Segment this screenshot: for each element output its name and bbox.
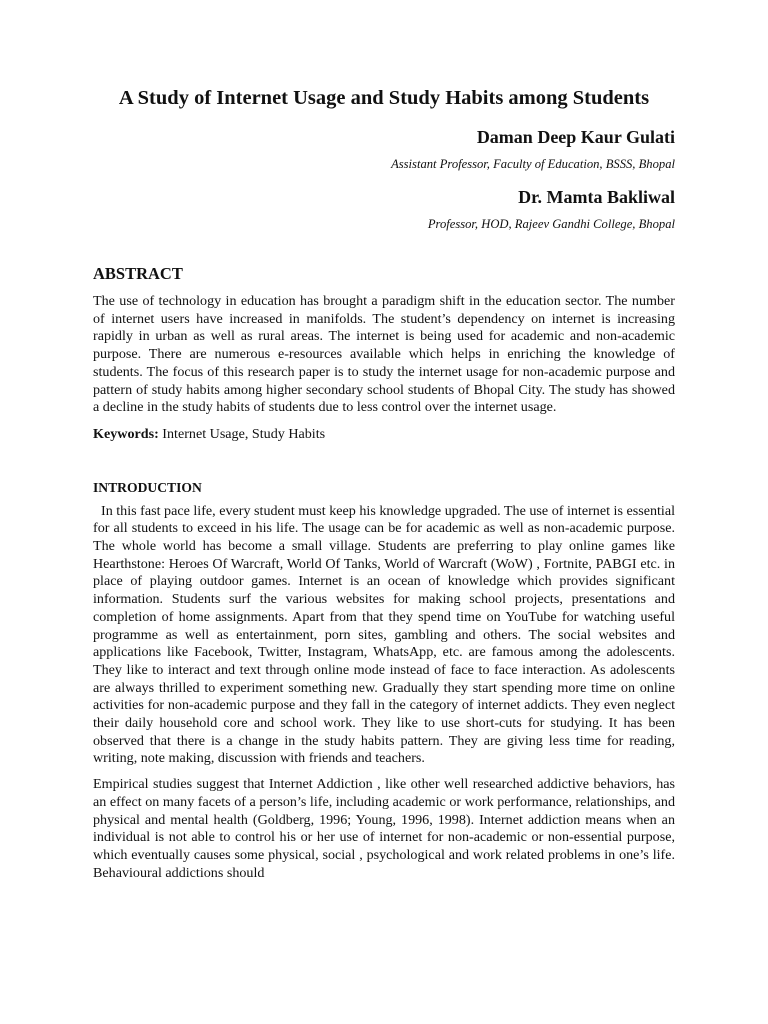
- abstract-text: The use of technology in education has brought a paradigm shift in the education sector. The number of internet users have increased in manifolds. The student’s dependency on internet is increasing rapidly in urban as well as rural areas. The internet is being used for academic and non-academic purpose. There are numerous e-resources available which helps in enriching the knowledge of students. The focus of this research paper is to study the internet usage for non-academic purpose and pattern of study habits among higher secondary school students of Bhopal City. The study has showed a decline in the study habits of students due to less control over the internet usage.: [93, 293, 675, 416]
- author-2-affiliation: Professor, HOD, Rajeev Gandhi College, Bhopal: [427, 217, 675, 231]
- author-2-name: Dr. Mamta Bakliwal: [518, 187, 675, 207]
- author-1-affiliation: Assistant Professor, Faculty of Education, BSSS, Bhopal: [391, 157, 675, 171]
- keywords-label: Keywords:: [93, 425, 159, 442]
- author-1-name: Daman Deep Kaur Gulati: [476, 127, 675, 147]
- introduction-paragraph-2: Empirical studies suggest that Internet Addiction , like other well researched addictive behaviors, has an effect on many facets of a person’s life, including academic or work performance, relationships, and physical and mental health (Goldberg, 1996; Young, 1996, 1998). Internet addiction means when an individual is not able to control his or her use of internet for non-academic or non-essential purpose, which eventually causes some physical, social , psychological and work related problems in one’s life. Behavioural addictions should: [93, 776, 675, 881]
- paper-title: A Study of Internet Usage and Study Habits among Students: [118, 87, 650, 109]
- keywords-value: Internet Usage, Study Habits: [162, 425, 326, 442]
- introduction-heading: INTRODUCTION: [93, 479, 202, 495]
- introduction-paragraph-1: In this fast pace life, every student must keep his knowledge upgraded. The use of internet is essential for all students to exceed in his life. The usage can be for academic as well as non-academic purpose. The whole world has become a small village. Students are preferring to play online games like Hearthstone: Heroes Of Warcraft, World Of Tanks, World of Warcraft (WoW) , Fortnite, PABGI etc. in place of playing outdoor games. Internet is an ocean of knowledge which provides significant information. Students surf the various websites for making school projects, presentations and completion of home assignments. Apart from that they spend time on YouTube for watching useful programme as well as entertainment, porn sites, gambling and others. The social websites and applications like Facebook, Twitter, Instagram, WhatsApp, etc. are famous among the adolescents. They like to interact and text through online mode instead of face to face interaction. As adolescents are always thrilled to experiment something new. Gradually they start spending more time on online activities for non-academic purpose and they fall in the category of internet addicts. They even neglect their daily household core and school work. They like to use short-cuts for studying. It has been observed that there is a change in the study habits pattern. They are giving less time for reading, writing, note making, discussion with friends and teachers.: [93, 502, 675, 767]
- paper-page: [93, 84, 675, 882]
- abstract-heading: ABSTRACT: [93, 264, 183, 283]
- keywords-line: [93, 426, 675, 444]
